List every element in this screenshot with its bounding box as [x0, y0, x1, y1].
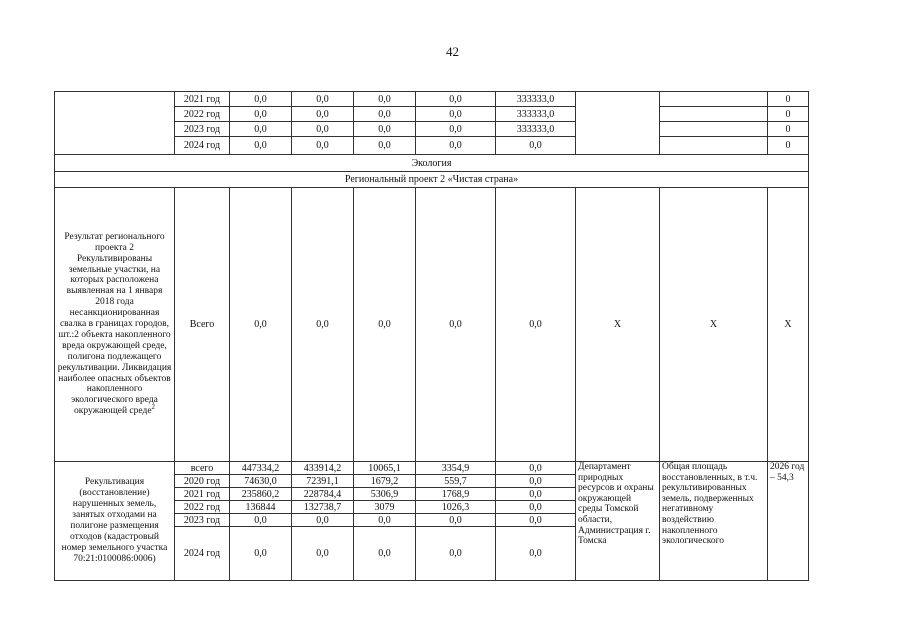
- value-cell: 0,0: [292, 107, 354, 122]
- value-cell: 5306,9: [354, 488, 416, 501]
- value-cell: 0,0: [496, 527, 576, 581]
- value-cell: 3079: [354, 501, 416, 514]
- target-cell: 0: [768, 137, 809, 155]
- value-cell: 0,0: [496, 475, 576, 488]
- year-cell: 2022 год: [175, 107, 230, 122]
- empty-indicator-cell: [660, 92, 768, 107]
- value-cell: 0,0: [496, 488, 576, 501]
- year-cell: 2020 год: [175, 475, 230, 488]
- value-cell: 136844: [230, 501, 292, 514]
- value-cell: 333333,0: [496, 122, 576, 137]
- value-cell: 0,0: [496, 501, 576, 514]
- target-cell: 0: [768, 107, 809, 122]
- value-cell: 0,0: [354, 137, 416, 155]
- value-cell: 0,0: [292, 122, 354, 137]
- year-cell: 2023 год: [175, 514, 230, 527]
- project-heading-row: [55, 172, 809, 188]
- value-cell: 0,0: [292, 92, 354, 107]
- value-cell: 0,0: [230, 188, 292, 462]
- value-cell: 0,0: [230, 107, 292, 122]
- value-cell: 0,0: [354, 92, 416, 107]
- year-cell: 2022 год: [175, 501, 230, 514]
- value-cell: 0,0: [292, 514, 354, 527]
- value-cell: 0,0: [496, 188, 576, 462]
- indicator-cell: X: [660, 188, 768, 462]
- year-cell: Всего: [175, 188, 230, 462]
- value-cell: 235860,2: [230, 488, 292, 501]
- value-cell: 3354,9: [416, 462, 496, 475]
- empty-executor-cell: [576, 92, 660, 155]
- value-cell: 1679,2: [354, 475, 416, 488]
- year-cell: 2024 год: [175, 527, 230, 581]
- value-cell: 0,0: [416, 107, 496, 122]
- year-cell: 2023 год: [175, 122, 230, 137]
- project-heading: Региональный проект 2 «Чистая страна»: [55, 172, 809, 188]
- value-cell: 0,0: [354, 107, 416, 122]
- target-cell: 0: [768, 122, 809, 137]
- empty-indicator-cell: [660, 122, 768, 137]
- value-cell: 433914,2: [292, 462, 354, 475]
- value-cell: 0,0: [230, 137, 292, 155]
- result-row: [55, 188, 809, 462]
- value-cell: 0,0: [230, 527, 292, 581]
- year-cell: 2021 год: [175, 92, 230, 107]
- year-cell: всего: [175, 462, 230, 475]
- value-cell: 0,0: [416, 92, 496, 107]
- empty-description-cell: [55, 92, 175, 155]
- page-number: 42: [446, 44, 459, 59]
- value-cell: 228784,4: [292, 488, 354, 501]
- value-cell: 0,0: [292, 188, 354, 462]
- value-cell: 0,0: [416, 188, 496, 462]
- section-heading: Экология: [55, 155, 809, 172]
- value-cell: 0,0: [354, 188, 416, 462]
- value-cell: 0,0: [354, 122, 416, 137]
- target-cell: 0: [768, 92, 809, 107]
- value-cell: 132738,7: [292, 501, 354, 514]
- value-cell: 1026,3: [416, 501, 496, 514]
- empty-indicator-cell: [660, 137, 768, 155]
- value-cell: 559,7: [416, 475, 496, 488]
- value-cell: 0,0: [416, 122, 496, 137]
- indicator-cell: Общая площадь восстановленных, в т.ч. рекультивированных земель, подверженных негативному воздействию накопленного экологического: [660, 462, 768, 581]
- value-cell: 0,0: [354, 527, 416, 581]
- executor-cell: Департамент природных ресурсов и охраны окружающей среды Томской области, Администрация г. Томска: [576, 462, 660, 581]
- value-cell: 0,0: [496, 137, 576, 155]
- table-row: [55, 462, 809, 475]
- value-cell: 0,0: [496, 514, 576, 527]
- value-cell: 0,0: [354, 514, 416, 527]
- result-description: Результат регионального проекта 2 Рекультивированы земельные участки, на которых расположена выявленная на 1 января 2018 года несанкционированная свалка в границах городов, шт.:2 объекта накопленного вреда окружающей среде, полигона подлежащего рекультивации. Ликвидация наиболее опасных объектов накопленного экологического вреда окружающей среде$^2$: [55, 188, 175, 462]
- value-cell: 333333,0: [496, 92, 576, 107]
- year-cell: 2024 год: [175, 137, 230, 155]
- value-cell: 0,0: [230, 514, 292, 527]
- value-cell: 0,0: [292, 137, 354, 155]
- value-cell: 1768,9: [416, 488, 496, 501]
- empty-indicator-cell: [660, 107, 768, 122]
- value-cell: 74630,0: [230, 475, 292, 488]
- value-cell: 447334,2: [230, 462, 292, 475]
- budget-table: [54, 91, 809, 581]
- recult-description: Рекультивация (восстановление) нарушенных земель, занятых отходами на полигоне размещения отходов (кадастровый номер земельного участка 70:21:0100086:0006): [55, 462, 175, 581]
- value-cell: 0,0: [496, 462, 576, 475]
- target-cell: 2026 год – 54,3: [768, 462, 809, 581]
- table-row: [55, 92, 809, 107]
- value-cell: 0,0: [230, 122, 292, 137]
- value-cell: 333333,0: [496, 107, 576, 122]
- section-heading-row: [55, 155, 809, 172]
- value-cell: 0,0: [416, 527, 496, 581]
- target-cell: X: [768, 188, 809, 462]
- value-cell: 0,0: [416, 514, 496, 527]
- value-cell: 10065,1: [354, 462, 416, 475]
- value-cell: 0,0: [292, 527, 354, 581]
- executor-cell: X: [576, 188, 660, 462]
- value-cell: 0,0: [230, 92, 292, 107]
- year-cell: 2021 год: [175, 488, 230, 501]
- value-cell: 0,0: [416, 137, 496, 155]
- value-cell: 72391,1: [292, 475, 354, 488]
